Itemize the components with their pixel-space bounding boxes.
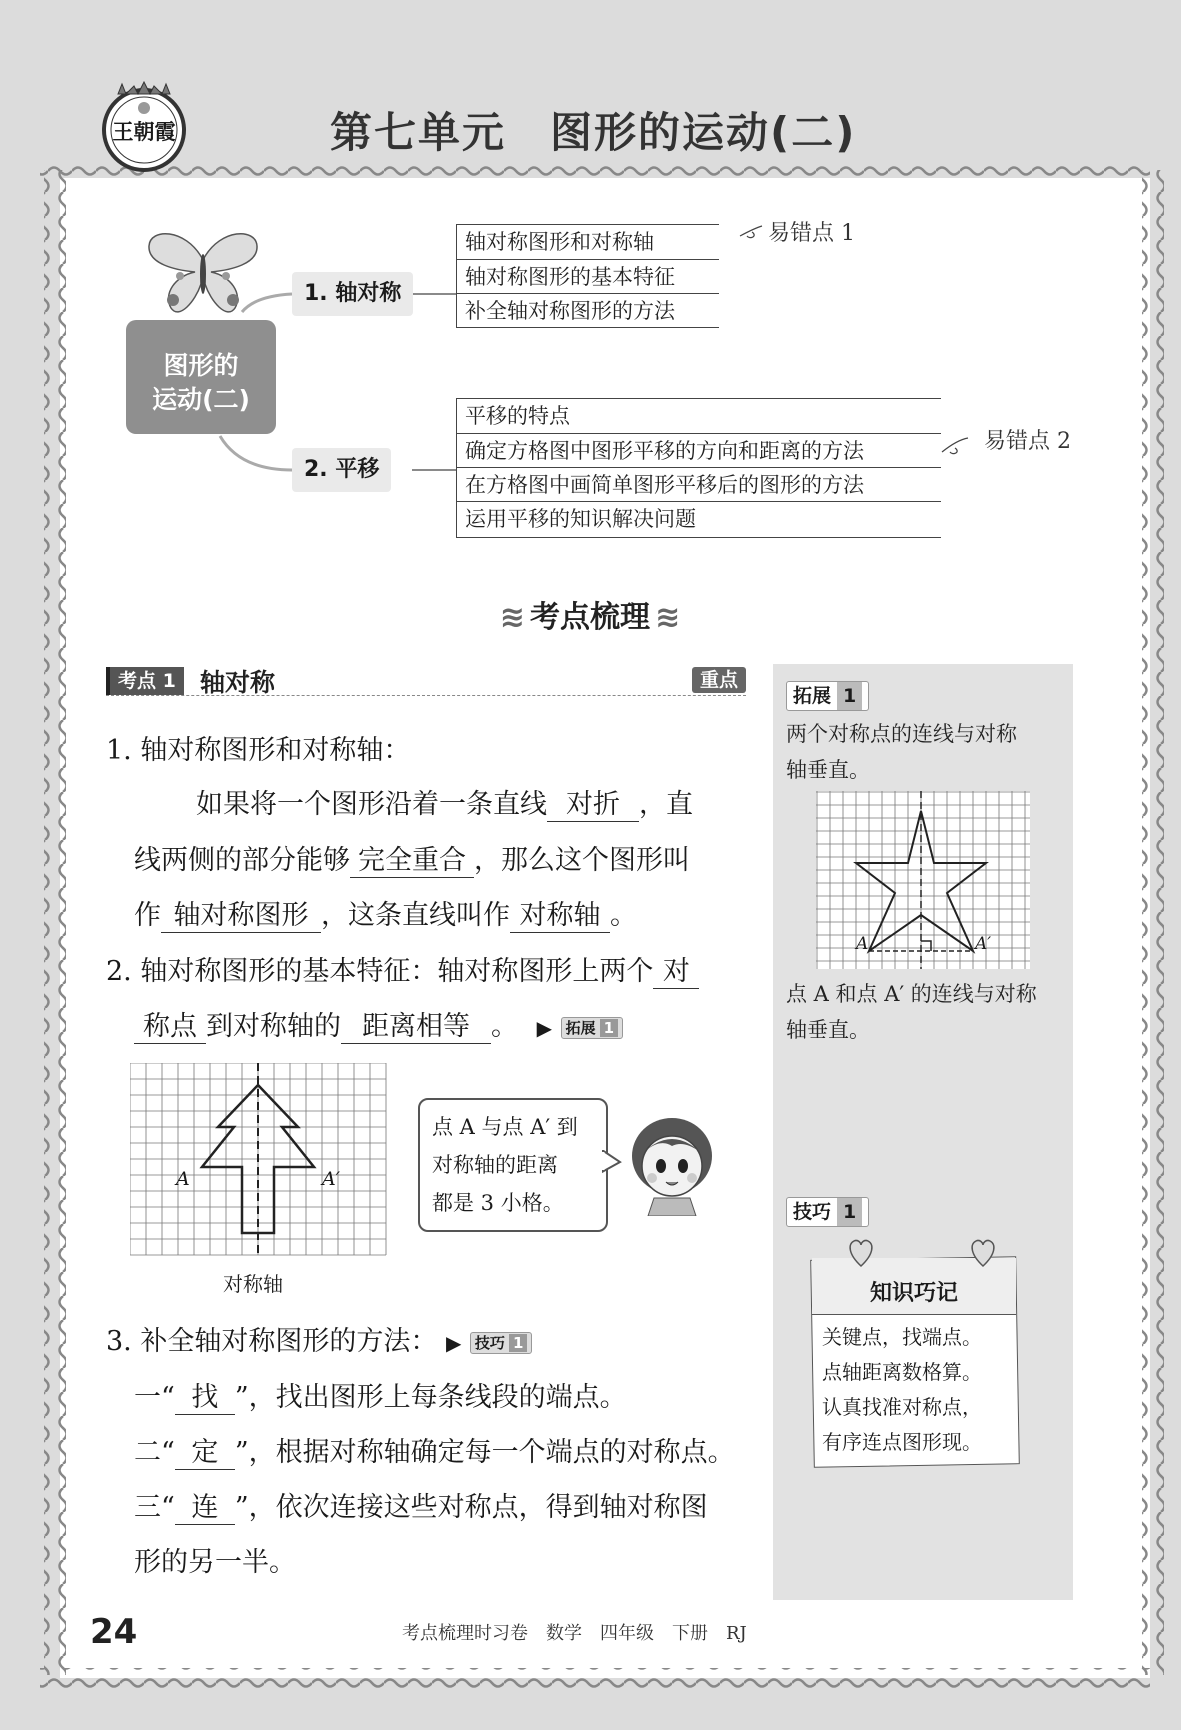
- logo-text: 王朝霞: [112, 119, 176, 144]
- step-locate: 二“ 定 ”，根据对称轴确定每一个端点的对称点。: [134, 1430, 735, 1470]
- branch1-list: [456, 224, 719, 328]
- girl-avatar: [624, 1112, 720, 1216]
- heart-pin-icon: [968, 1236, 998, 1270]
- bubble-tail: [602, 1150, 622, 1174]
- branch1-item: 补全轴对称图形的方法: [457, 293, 719, 328]
- star-grid-figure: [816, 791, 1032, 971]
- branch2-item: 运用平移的知识解决问题: [457, 501, 941, 536]
- answer-blank: 对折: [547, 782, 639, 822]
- wave-decoration-icon: ≋: [499, 600, 525, 635]
- p2-line-1: 2. 轴对称图形的基本特征：轴对称图形上两个 对: [106, 949, 699, 989]
- topic-title: 轴对称: [200, 668, 276, 697]
- p1-heading: 1. 轴对称图形和对称轴：: [106, 735, 411, 766]
- answer-blank: 对: [653, 949, 699, 989]
- star-point-A-prime: A′: [975, 934, 992, 954]
- skill-ref-link[interactable]: 技巧 1: [470, 1332, 532, 1354]
- card-title: 知识巧记: [869, 1281, 958, 1306]
- extension-note: 点 A 和点 A′ 的连线与对称 轴垂直。: [786, 982, 1037, 1042]
- p1-line-3: 作 轴对称图形 ，这条直线叫作 对称轴 。: [134, 893, 637, 933]
- skill-label: 技巧 1: [786, 1197, 869, 1227]
- p2-line-2: 称点 到对称轴的 距离相等 。 ▶ 拓展 1: [134, 1004, 623, 1044]
- topic-header: [106, 667, 746, 696]
- extension-label: 拓展 1: [786, 681, 869, 711]
- center-line-1: 图形的: [163, 351, 239, 380]
- step-connect: 三“ 连 ”，依次连接这些对称点，得到轴对称图: [134, 1485, 708, 1525]
- extension-ref-link[interactable]: 拓展 1: [561, 1017, 623, 1039]
- answer-blank: 对称轴: [510, 893, 610, 933]
- answer-blank: 定: [175, 1430, 235, 1470]
- card-lines: 关键点，找端点。 点轴距离数格算。 认真找准对称点， 有序连点图形现。: [822, 1325, 982, 1454]
- branch-axis-symmetry: 1. 轴对称: [292, 272, 413, 316]
- answer-blank: 找: [175, 1375, 235, 1415]
- wave-decoration-icon: ≋: [655, 600, 681, 635]
- book-info: 考点梳理时习卷 数学 四年级 下册 RJ: [402, 1623, 747, 1644]
- tree-grid-figure: [130, 1063, 390, 1258]
- star-point-A: A: [856, 934, 869, 954]
- step-find: 一“ 找 ”，找出图形上每条线段的端点。: [134, 1375, 627, 1415]
- step-connect-cont: 形的另一半。: [134, 1547, 296, 1578]
- arrow-icon: ▶: [536, 1016, 552, 1040]
- branch2-list: [456, 398, 941, 538]
- arrow-icon: ▶: [445, 1331, 462, 1355]
- answer-blank: 称点: [134, 1004, 206, 1044]
- branch1-item: 轴对称图形和对称轴: [465, 230, 654, 254]
- page-title: 第七单元 图形的运动(二): [330, 108, 857, 157]
- bubble-text: 点 A 与点 A′ 到 对称轴的距离 都是 3 小格。: [432, 1115, 578, 1215]
- answer-blank: 轴对称图形: [161, 893, 321, 933]
- point-label-A-prime: A′: [322, 1168, 341, 1190]
- error-point-note: 易错点 1: [768, 221, 855, 246]
- p3-heading: 3. 补全轴对称图形的方法： ▶ 技巧 1: [106, 1319, 532, 1358]
- branch-translation: 2. 平移: [292, 448, 391, 492]
- branch1-item: 轴对称图形的基本特征: [457, 259, 719, 294]
- section-heading: [484, 592, 696, 636]
- answer-blank: 连: [175, 1485, 235, 1525]
- branch2-item: 平移的特点: [465, 404, 570, 428]
- heart-pin-icon: [846, 1236, 876, 1270]
- answer-blank: 完全重合: [350, 838, 474, 878]
- page-number: 24: [90, 1612, 138, 1652]
- error-point-note: 易错点 2: [984, 429, 1071, 454]
- p1-line-1: 如果将一个图形沿着一条直线 对折 ，直: [196, 782, 693, 822]
- topic-badge: 考点 1: [106, 667, 184, 695]
- extension-text: 两个对称点的连线与对称 轴垂直。: [786, 722, 1017, 782]
- memory-card: [812, 1258, 1020, 1468]
- axis-caption: 对称轴: [223, 1272, 283, 1296]
- branch2-item: 确定方格图中图形平移的方向和距离的方法: [457, 433, 941, 468]
- point-label-A: A: [176, 1168, 190, 1190]
- key-point-tag: 重点: [692, 667, 746, 693]
- answer-blank: 距离相等: [341, 1004, 491, 1044]
- section-title: 考点梳理: [530, 600, 650, 635]
- speech-bubble: [418, 1098, 608, 1232]
- center-line-2: 运动(二): [152, 385, 250, 414]
- p1-line-2: 线两侧的部分能够 完全重合 ，那么这个图形叫: [134, 838, 690, 878]
- branch2-item: 在方格图中画简单图形平移后的图形的方法: [457, 467, 941, 502]
